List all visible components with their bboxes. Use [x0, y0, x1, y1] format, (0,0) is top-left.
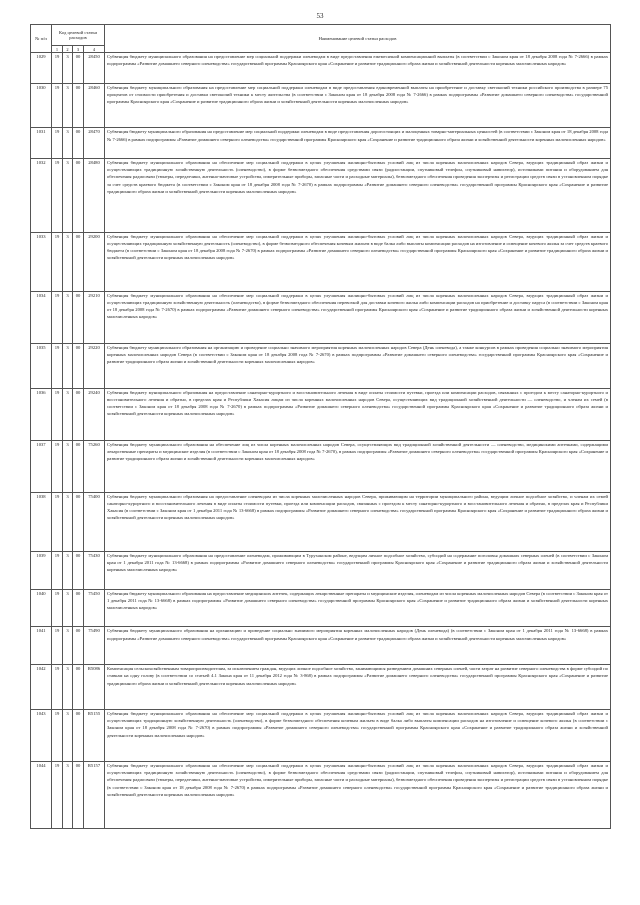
row-number: 1029: [31, 53, 52, 84]
code-part-2: 3: [63, 710, 73, 762]
code-part-3: 00: [73, 762, 84, 828]
table-row: [31, 762, 611, 828]
row-number: 1034: [31, 291, 52, 343]
code-part-1: 19: [52, 128, 63, 159]
code-part-1: 19: [52, 53, 63, 84]
row-number: 1041: [31, 627, 52, 665]
code-part-1: 19: [52, 551, 63, 589]
table-row: [31, 492, 611, 551]
article-description: Субвенция бюджету муниципального образования на обеспечение мер социальной поддержки в целях улучшения жилищно-бытовых условий лиц из числа коренных малочисленных народов Севера, ведущих традиционный образ жизни и осуществляющих традиционную хозяйственную деятельность (оленеводство), в форме безвозмездного обеспечения кочевым жильем в виде балка либо выплаты компенсации расходов на изготовление и освещение кочевого жилья за счет средств краевого бюджета (в соответствии с Законом края от 18 декабря 2008 года № 7-2670) в рамках подпрограммы «Развитие домашнего северного оленеводства» государственной программы Красноярского края «Сохранение и развитие традиционного образа жизни и хозяйственной деятельности коренных малочисленных народов»: [105, 232, 611, 291]
code-part-4: 28450: [84, 53, 105, 84]
code-part-2: 3: [63, 440, 73, 492]
code-part-4: 28460: [84, 83, 105, 128]
code-part-1: 19: [52, 492, 63, 551]
header-article-name: Наименование целевой статьи расходов: [105, 25, 611, 53]
article-description: Субвенция бюджету муниципального образования на обеспечение мер социальной поддержки в целях улучшения жилищно-бытовых условий лиц из числа коренных малочисленных народов Севера, ведущих традиционный образ жизни и осуществляющих традиционную хозяйственную деятельность (оленеводство), в форме безвозмездного обеспечения средствами связи (радиостанции, спутниковый телефон, спутниковый навигатор), источниками питания и оборудованием для обеспечения радиосвязи (тюнеры, передатчики, антенно-мачтовые устройства, измерительные приборы, запасные части и расходные материалы), безвозмездного обеспечения проведения экспертизы и регистрации средств связи в установленном порядке за счет средств краевого бюджета (в соответствии с Законом края от 18 декабря 2008 года № 7-2670) в рамках подпрограммы «Развитие домашнего северного оленеводства» государственной программы Красноярского края «Сохранение и развитие традиционного образа жизни и хозяйственной деятельности коренных малочисленных народов»: [105, 159, 611, 233]
code-part-4: 29240: [84, 388, 105, 440]
article-description: Субвенция бюджету муниципального образования на обеспечение мер социальной поддержки в целях улучшения жилищно-бытовых условий лиц из числа коренных малочисленных народов Севера, ведущих традиционный образ жизни и осуществляющих традиционную хозяйственную деятельность (оленеводство), в форме безвозмездного обеспечения перевозкой для доставки кочевого жилья либо компенсации расходов на приобретение и доставку паруса (в соответствии с Законом края от 18 декабря 2008 года № 7-2670) в рамках подпрограммы «Развитие домашнего северного оленеводства» государственной программы Красноярского края «Сохранение и развитие традиционного образа жизни и хозяйственной деятельности коренных малочисленных народов»: [105, 291, 611, 343]
article-description: Субвенция бюджету муниципального образования на предоставление медицинских аптечек, содержащих лекарственные препараты и медицинские изделия, оленеводам из числа коренных малочисленных народов Севера (в соответствии с Законом края от 1 декабря 2011 года № 13-6668) в рамках подпрограммы «Развитие домашнего северного оленеводства» государственной программы Красноярского края «Сохранение и развитие традиционного образа жизни и хозяйственной деятельности коренных малочисленных народов»: [105, 589, 611, 627]
code-part-1: 19: [52, 83, 63, 128]
code-part-1: 19: [52, 762, 63, 828]
code-part-3: 00: [73, 128, 84, 159]
code-part-3: 00: [73, 159, 84, 233]
code-part-3: 00: [73, 551, 84, 589]
code-part-2: 3: [63, 343, 73, 388]
code-part-3: 00: [73, 710, 84, 762]
code-part-2: 3: [63, 388, 73, 440]
code-part-2: 3: [63, 551, 73, 589]
code-part-1: 19: [52, 343, 63, 388]
code-part-3: 00: [73, 343, 84, 388]
table-row: [31, 159, 611, 233]
table-row: [31, 291, 611, 343]
code-part-4: 29210: [84, 291, 105, 343]
row-number: 1032: [31, 159, 52, 233]
code-part-1: 19: [52, 291, 63, 343]
row-number: 1039: [31, 551, 52, 589]
code-part-4: R5086: [84, 665, 105, 710]
code-part-3: 00: [73, 291, 84, 343]
code-part-1: 19: [52, 665, 63, 710]
code-part-3: 00: [73, 388, 84, 440]
code-part-3: 00: [73, 665, 84, 710]
target-articles-table: [30, 24, 611, 829]
header-sub-3: 3: [73, 46, 84, 53]
code-part-2: 3: [63, 291, 73, 343]
row-number: 1031: [31, 128, 52, 159]
row-number: 1033: [31, 232, 52, 291]
code-part-2: 3: [63, 665, 73, 710]
table-row: [31, 627, 611, 665]
table-header: [31, 25, 611, 53]
code-part-3: 00: [73, 492, 84, 551]
header-sub-4: 4: [84, 46, 105, 53]
code-part-4: 28470: [84, 128, 105, 159]
code-part-1: 19: [52, 232, 63, 291]
row-number: 1036: [31, 388, 52, 440]
row-number: 1040: [31, 589, 52, 627]
header-sub-1: 1: [52, 46, 63, 53]
table-row: [31, 589, 611, 627]
article-description: Компенсация сельскохозяйственным товаропроизводителям, за исключением граждан, ведущих личное подсобное хозяйство, занимающимся разведением домашних северных оленей, части затрат на развитие северного оленеводства в форме субсидий по ставкам на одну голову (в соответствии со статьей 4.1 Закона края от 11 декабря 2012 года № 3-868) в рамках подпрограммы «Развитие домашнего северного оленеводства» государственной программы Красноярского края «Сохранение и развитие традиционного образа жизни и хозяйственной деятельности коренных малочисленных народов»: [105, 665, 611, 710]
code-part-3: 00: [73, 232, 84, 291]
code-part-4: 75260: [84, 440, 105, 492]
table-row: [31, 551, 611, 589]
code-part-2: 3: [63, 128, 73, 159]
code-part-4: 75400: [84, 492, 105, 551]
code-part-2: 3: [63, 492, 73, 551]
code-part-3: 00: [73, 440, 84, 492]
code-part-3: 00: [73, 83, 84, 128]
code-part-1: 19: [52, 710, 63, 762]
article-description: Субвенция бюджету муниципального образования на обеспечение мер социальной поддержки в целях улучшения жилищно-бытовых условий лиц из числа коренных малочисленных народов Севера, ведущих традиционный образ жизни и осуществляющих традиционную хозяйственную деятельность (оленеводство), в форме безвозмездного обеспечения кочевым жильем в виде балка либо выплаты компенсации расходов на изготовление и освещение кочевого жилья (в соответствии с Законом края от 18 декабря 2008 года № 7-2670) в рамках подпрограммы «Развитие домашнего северного оленеводства» государственной программы Красноярского края «Сохранение и развитие традиционного образа жизни и хозяйственной деятельности коренных малочисленных народов»: [105, 710, 611, 762]
table-row: [31, 128, 611, 159]
table-body: [31, 53, 611, 829]
code-part-3: 00: [73, 53, 84, 84]
code-part-1: 19: [52, 589, 63, 627]
row-number: 1037: [31, 440, 52, 492]
code-part-4: 29220: [84, 343, 105, 388]
row-number: 1042: [31, 665, 52, 710]
article-description: Субвенция бюджету муниципального образования на обеспечение мер социальной поддержки в целях улучшения жилищно-бытовых условий лиц из числа коренных малочисленных народов Севера, ведущих традиционный образ жизни и осуществляющих традиционную хозяйственную деятельность (оленеводство), в форме безвозмездного обеспечения средствами связи (радиостанции, спутниковый телефон, спутниковый навигатор), источниками питания и оборудованием для обеспечения радиосвязи (тюнеры, передатчики, антенно-мачтовые устройства, измерительные приборы, запасные части и расходные материалы), безвозмездного обеспечения проведения экспертизы и регистрации средств связи в установленном порядке (в соответствии с Законом края от 18 декабря 2008 года № 7-2670) в рамках подпрограммы «Развитие домашнего северного оленеводства» государственной программы Красноярского края «Сохранение и развитие традиционного образа жизни и хозяйственной деятельности коренных малочисленных народов»: [105, 762, 611, 828]
table-row: [31, 665, 611, 710]
article-description: Субвенция бюджету муниципального образования на предоставление мер социальной поддержки оленеводам в виде предоставления ежемесячной компенсационной выплаты (в соответствии с Законом края от 18 декабря 2008 года № 7-2666) в рамках подпрограммы «Развитие домашнего северного оленеводства» государственной программы Красноярского края «Сохранение и развитие традиционного образа жизни и хозяйственной деятельности коренных малочисленных народов»: [105, 53, 611, 84]
table-row: [31, 53, 611, 84]
row-number: 1030: [31, 83, 52, 128]
code-part-3: 00: [73, 627, 84, 665]
page-number: 53: [316, 12, 324, 20]
code-part-4: 28480: [84, 159, 105, 233]
article-description: Субвенция бюджету муниципального образования на предоставление мер социальной поддержки оленеводам в виде предоставления единовременной выплаты на приобретение и доставку светокопий техники российского производства в размере 75 процентов от стоимости приобретения и доставки светокопий техники к месту жительства (в соответствии с Законом края от 18 декабря 2008 года № 7-2666) в рамках подпрограммы «Развитие домашнего северного оленеводства» государственной программы Красноярского края «Сохранение и развитие традиционного образа жизни и хозяйственной деятельности коренных малочисленных народов»: [105, 83, 611, 128]
header-sub-2: 2: [63, 46, 73, 53]
code-part-1: 19: [52, 627, 63, 665]
row-number: 1038: [31, 492, 52, 551]
table-row: [31, 232, 611, 291]
article-description: Субвенция бюджету муниципального образования на предоставление санаторно-курортного и восстановительного лечения в виде оплаты стоимости путевки, проезда или компенсации расходов, связанных с проездом к месту санаторно-курортного и восстановительного лечения и обратно, в пределах края и Республики Хакасия лицам из числа коренных малочисленных народов Севера, осуществляющих вид традиционной хозяйственной деятельности — оленеводство, и членам их семей (в соответствии с Законом края от 18 декабря 2008 года № 7-2670) в рамках подпрограммы «Развитие домашнего северного оленеводства» государственной программы Красноярского края «Сохранение и развитие традиционного образа жизни и хозяйственной деятельности коренных малочисленных народов»: [105, 388, 611, 440]
code-part-2: 3: [63, 762, 73, 828]
code-part-4: 29200: [84, 232, 105, 291]
code-part-4: R5157: [84, 762, 105, 828]
article-description: Субвенция бюджету муниципального образования на обеспечение лиц из числа коренных малочисленных народов Севера, осуществляющих вид традиционной хозяйственной деятельности — оленеводство, медицинскими аптечками, содержащими лекарственные препараты и медицинские изделия (в соответствии с Законом края от 18 декабря 2008 года № 7-2670), в рамках подпрограммы «Развитие домашнего северного оленеводства» государственной программы Красноярского края «Сохранение и развитие традиционного образа жизни и хозяйственной деятельности коренных малочисленных народов»: [105, 440, 611, 492]
code-part-4: 75490: [84, 627, 105, 665]
code-part-1: 19: [52, 440, 63, 492]
code-part-2: 3: [63, 627, 73, 665]
article-description: Субвенция бюджету муниципального образования на предоставление оленеводам из числа коренных малочисленных народов Севера, проживающим на территории муниципального района, ведущим личное подсобное хозяйство, и членам их семей санаторно-курортного и восстановительного лечения в виде оплаты стоимости путевки, проезда или компенсации расходов, связанных с проездом к месту санаторно-курортного и восстановительного лечения и обратно, в пределах края и Республики Хакасия (в соответствии с Законом края от 1 декабря 2011 года № 13-6668) в рамках подпрограммы «Развитие домашнего северного оленеводства» государственной программы Красноярского края «Сохранение и развитие традиционного образа жизни и хозяйственной деятельности коренных малочисленных народов»: [105, 492, 611, 551]
table-row: [31, 83, 611, 128]
table-row: [31, 710, 611, 762]
table-row: [31, 388, 611, 440]
code-part-2: 3: [63, 159, 73, 233]
article-description: Субвенция бюджету муниципального образования на организацию и проведение социально значимого мероприятия коренных малочисленных народов Севера (День оленевода), а также конкурсов в рамках проведения социально значимого мероприятия коренных малочисленных народов Севера (в соответствии с Законом края от 18 декабря 2008 года № 7-2670) в рамках подпрограммы «Развитие домашнего северного оленеводства» государственной программы Красноярского края «Сохранение и развитие традиционного образа жизни и хозяйственной деятельности коренных малочисленных народов»: [105, 343, 611, 388]
code-part-4: 75430: [84, 551, 105, 589]
code-part-4: 75450: [84, 589, 105, 627]
row-number: 1035: [31, 343, 52, 388]
header-code-group: Код целевой статьи расходов: [52, 25, 105, 46]
article-description: Субвенция бюджету муниципального образования на предоставление оленеводам, проживающим в Туруханском районе, ведущим личное подсобное хозяйство, субсидий на содержание поголовья домашних северных оленей (в соответствии с Законом края от 1 декабря 2011 года № 13-6668) в рамках подпрограммы «Развитие домашнего северного оленеводства» государственной программы Красноярского края «Сохранение и развитие традиционного образа жизни и хозяйственной деятельности коренных малочисленных народов»: [105, 551, 611, 589]
row-number: 1044: [31, 762, 52, 828]
code-part-2: 3: [63, 589, 73, 627]
code-part-2: 3: [63, 83, 73, 128]
code-part-3: 00: [73, 589, 84, 627]
code-part-2: 3: [63, 53, 73, 84]
article-description: Субвенция бюджету муниципального образования на организацию и проведение социально значимого мероприятия коренных малочисленных народов (День оленевода) (в соответствии с Законом края от 1 декабря 2011 года № 13-6668) в рамках подпрограммы «Развитие домашнего северного оленеводства» государственной программы Красноярского края «Сохранение и развитие традиционного образа жизни и хозяйственной деятельности коренных малочисленных народов»: [105, 627, 611, 665]
code-part-1: 19: [52, 388, 63, 440]
table-row: [31, 440, 611, 492]
row-number: 1043: [31, 710, 52, 762]
table-row: [31, 343, 611, 388]
code-part-2: 3: [63, 232, 73, 291]
code-part-4: R5155: [84, 710, 105, 762]
header-row-number: № п/п: [31, 25, 52, 53]
code-part-1: 19: [52, 159, 63, 233]
article-description: Субвенция бюджету муниципального образования на предоставление мер социальной поддержки оленеводам в виде предоставления дорогостоящих и малоценных товарно-материальных ценностей (в соответствии с Законом края от 18 декабря 2008 года № 7-2666) в рамках подпрограммы «Развитие домашнего северного оленеводства» государственной программы Красноярского края «Сохранение и развитие традиционного образа жизни и хозяйственной деятельности коренных малочисленных народов»: [105, 128, 611, 159]
